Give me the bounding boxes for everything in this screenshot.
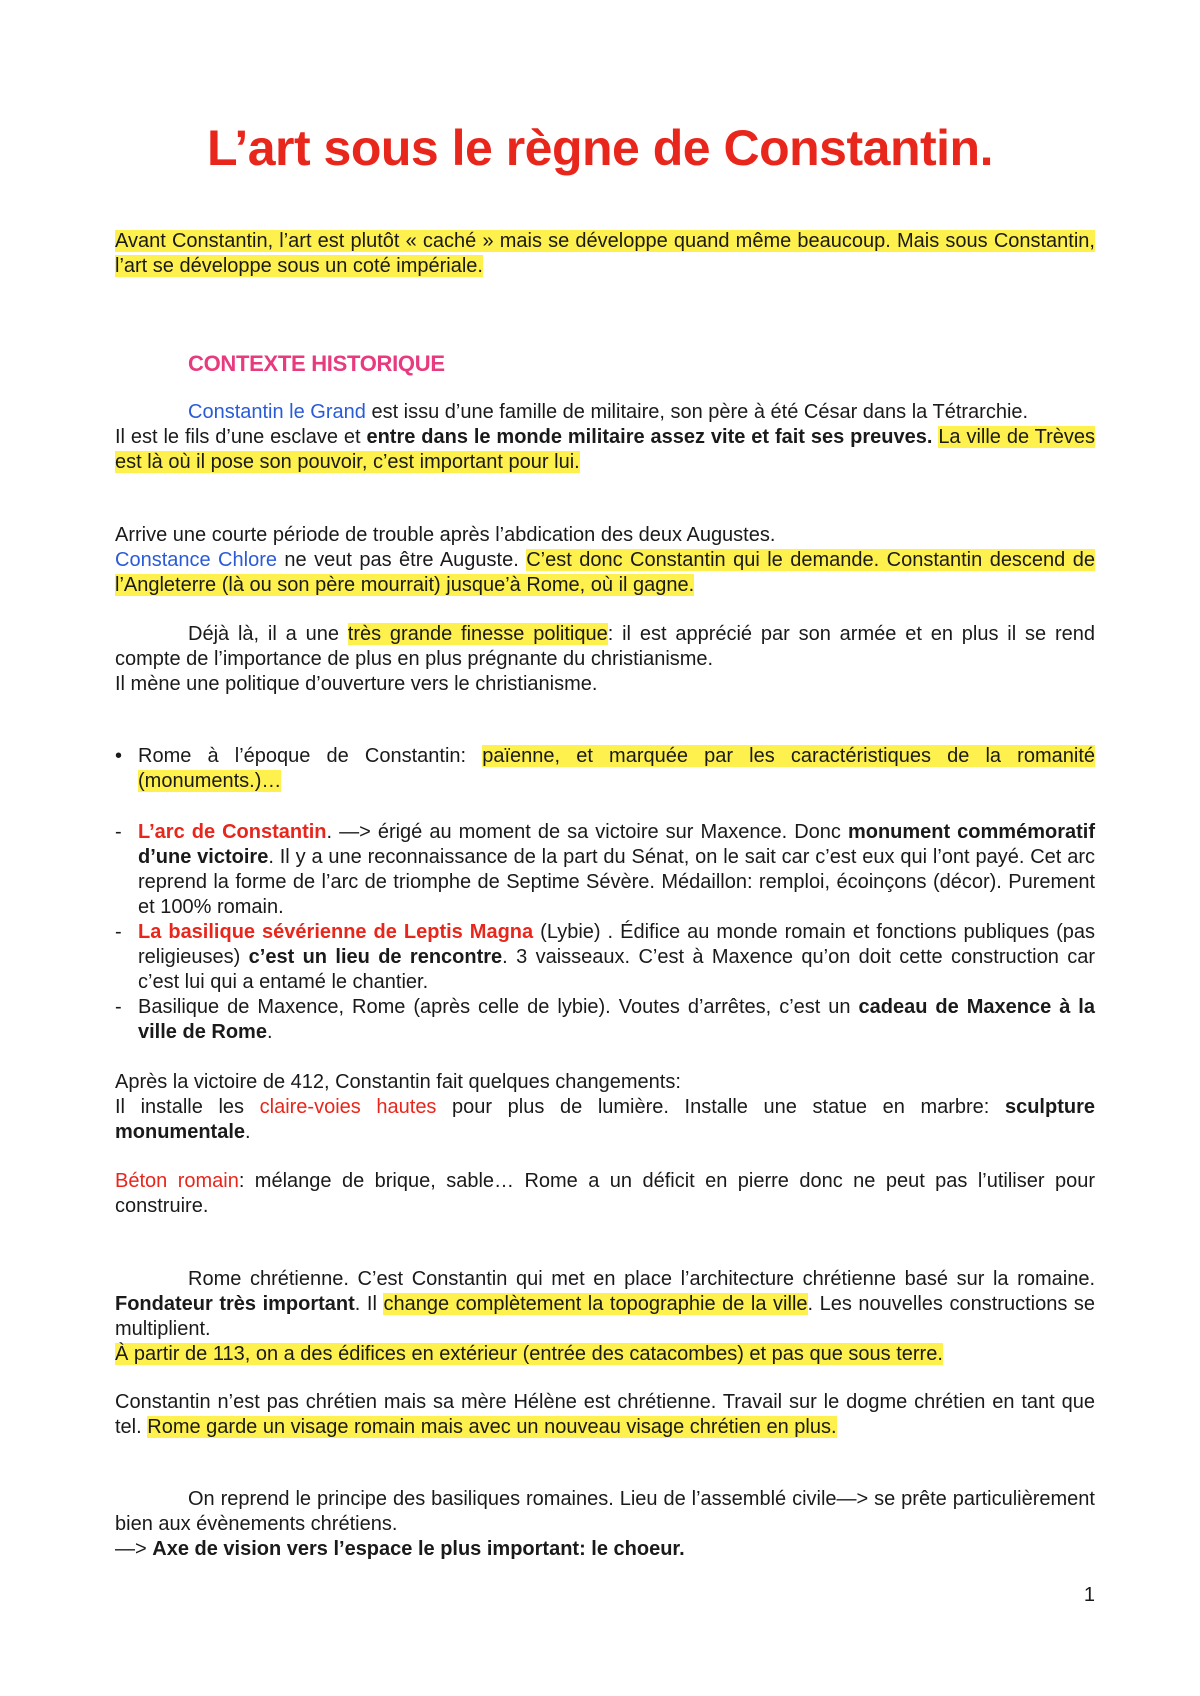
bullet-marker: • (115, 745, 123, 767)
paragraph-victoire-412: Après la victoire de 412, Constantin fait quelques changements: (115, 1071, 681, 1093)
red-heading: La basilique sévérienne de Leptis Magna (138, 921, 534, 943)
page-number: 1 (1083, 1584, 1095, 1606)
paragraph-text: . —> érigé au moment de sa victoire sur Maxence. Donc (326, 821, 848, 843)
dash-marker: - (115, 921, 122, 943)
bold-text: Fondateur très important (115, 1293, 355, 1315)
dash-marker: - (115, 996, 122, 1018)
highlighted-text: change complètement la topographie de la ville (383, 1293, 808, 1315)
list-item-basilique-maxence (115, 995, 1095, 1045)
bold-text: cadeau de Maxence à la ville de Rome (138, 996, 1095, 1043)
bold-text: c’est un lieu de rencontre (248, 946, 503, 968)
paragraph-text: Il installe les (115, 1096, 260, 1118)
highlighted-text: La ville de Trèves est là où il pose son pouvoir, c’est important pour lui. (115, 426, 1095, 473)
paragraph-text: Rome chrétienne. C’est Constantin qui met en place l’architecture chrétienne basé sur la romaine. (188, 1268, 1095, 1290)
paragraph-text: . Il y a une reconnaissance de la part du Sénat, on le sait car c’est eux qui l’ont payé. Cet arc reprend la forme de l’arc de triomphe de Septime Sévère. Médaillon: remploi, écoinçons (décor). Purement et 100% romain. (138, 846, 1096, 918)
dash-list (115, 820, 1095, 1045)
paragraph-text: Constantin n’est pas chrétien mais sa mère Hélène est chrétienne. Travail sur le dogme chrétien en tant que tel. (115, 1391, 1095, 1438)
paragraph-text: . Il (354, 1293, 384, 1315)
highlighted-text: Rome garde un visage romain mais avec un nouveau visage chrétien en plus. (147, 1416, 837, 1438)
paragraph-text: Il est le fils d’une esclave et (115, 426, 367, 448)
paragraph-trouble: Arrive une courte période de trouble après l’abdication des deux Augustes. (115, 524, 776, 546)
paragraph-text: . Les nouvelles constructions se multiplient. (115, 1293, 1095, 1340)
name-constantin-le-grand: Constantin le Grand (188, 401, 366, 423)
paragraph-text: Rome à l’époque de Constantin: (138, 745, 483, 767)
paragraph-text: . (266, 1021, 273, 1043)
paragraph-text: pour plus de lumière. Installe une statue en marbre: (436, 1096, 1005, 1118)
intro-highlight: Avant Constantin, l’art est plutôt « caché » mais se développe quand même beaucoup. Mais sous Constantin, l’art se développe sous un coté impériale. (115, 230, 1095, 277)
list-item (115, 744, 1095, 794)
basiliques-block (115, 1487, 1095, 1562)
paragraph-text: Basilique de Maxence, Rome (après celle de lybie). Voutes d’arrêtes, c’est un (138, 996, 859, 1018)
context-block (115, 400, 1095, 475)
paragraph-text: Déjà là, il a une (188, 623, 348, 645)
paragraph-text: . (245, 1121, 251, 1143)
arrow-text: —> (115, 1538, 153, 1560)
dash-marker: - (115, 821, 122, 843)
bold-text: sculpture monumentale (115, 1096, 1095, 1143)
red-term: claire-voies hautes (259, 1096, 437, 1118)
intro-paragraph (115, 229, 1095, 279)
bold-text: Axe de vision vers l’espace le plus important: le choeur. (152, 1538, 685, 1560)
paragraph-finesse-politique (115, 622, 1095, 672)
paragraph-text: . 3 vaisseaux. C’est à Maxence qu’on doit cette construction car c’est lui qui a entamé le chantier. (138, 946, 1095, 993)
changements-block (115, 1070, 1095, 1145)
paragraph-fils-esclave (115, 425, 1095, 475)
paragraph-claire-voies (115, 1095, 1095, 1145)
rome-chretienne-block (115, 1267, 1095, 1367)
paragraph-text: : il est apprécié par son armée et en plus il se rend compte de l’importance de plus en plus prégnante du christianisme. (115, 623, 1095, 670)
paragraph-constance-chlore (115, 548, 1095, 598)
red-heading: L’arc de Constantin (138, 821, 327, 843)
highlighted-text: À partir de 113, on a des édifices en extérieur (entrée des catacombes) et pas que sous terre. (115, 1343, 943, 1365)
bullet-list (115, 744, 1095, 794)
highlighted-text: païenne, et marquée par les caractéristiques de la romanité (monuments.)… (138, 745, 1095, 792)
paragraph-text: est issu d’une famille de militaire, son père à été César dans la Tétrarchie. (365, 401, 1029, 423)
page-title: L’art sous le règne de Constantin. (207, 120, 993, 176)
politique-block (115, 622, 1095, 697)
highlighted-text: très grande finesse politique (347, 623, 608, 645)
paragraph-beton-romain (115, 1169, 1095, 1219)
paragraph-ouverture: Il mène une politique d’ouverture vers le christianisme. (115, 673, 598, 695)
name-constance-chlore: Constance Chlore (115, 549, 277, 571)
highlighted-text: C’est donc Constantin qui le demande. Constantin descend de l’Angleterre (là ou son père mourrait) jusque’à Rome, où il gagne. (115, 549, 1095, 596)
paragraph-rome-chretienne (115, 1267, 1095, 1342)
bold-text: entre dans le monde militaire assez vite et fait ses preuves. (366, 426, 933, 448)
paragraph-113 (115, 1342, 1095, 1367)
list-item-arc-de-constantin (115, 820, 1095, 920)
paragraph-text: ne veut pas être Auguste. (276, 549, 527, 571)
paragraph-helene (115, 1390, 1095, 1440)
list-item-basilique-leptis-magna (115, 920, 1095, 995)
trouble-block (115, 523, 1095, 598)
section-title: CONTEXTE HISTORIQUE (188, 351, 445, 376)
paragraph-basiliques-romaines: On reprend le principe des basiliques romaines. Lieu de l’assemblé civile—> se prête particulièrement bien aux évènements chrétiens. (115, 1488, 1095, 1535)
bold-text: monument commémoratif d’une victoire (138, 821, 1095, 868)
paragraph-text: (Lybie) . Édifice au monde romain et fonctions publiques (pas religieuses) (138, 921, 1095, 968)
paragraph-axe-de-vision (115, 1537, 1095, 1562)
paragraph-text: : mélange de brique, sable… Rome a un déficit en pierre donc ne peut pas l’utiliser pour construire. (115, 1170, 1095, 1217)
red-term: Béton romain (115, 1170, 239, 1192)
paragraph-constantin-le-grand (115, 400, 1095, 425)
